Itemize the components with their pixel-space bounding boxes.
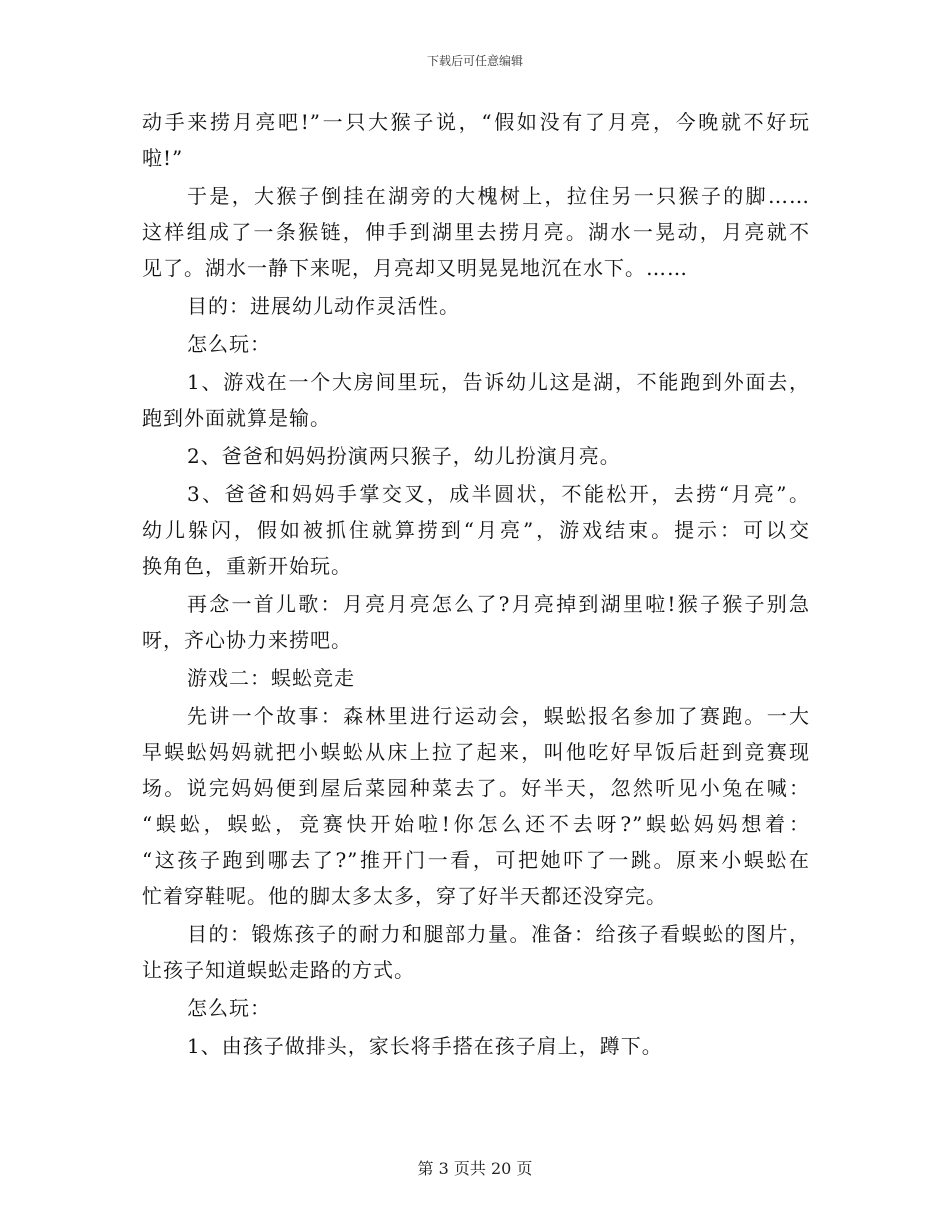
- paragraph: [142, 698, 810, 914]
- paragraph: [142, 916, 810, 988]
- paragraph: [142, 364, 810, 436]
- text-line: 再念一首儿歌：月亮月亮怎么了?月亮掉到湖里啦!猴子猴子别急: [187, 592, 810, 616]
- paragraph: [142, 104, 810, 176]
- paragraph: [142, 660, 810, 696]
- paragraph: [142, 326, 810, 362]
- text-line: 3、爸爸和妈妈手掌交叉，成半圆状，不能松开，去捞“月亮”。: [187, 482, 810, 506]
- text-line: “蜈蚣，蜈蚣，竞赛快开始啦!你怎么还不去呀?”蜈蚣妈妈想着：: [142, 812, 810, 836]
- text-line: 呀，齐心协力来捞吧。: [142, 628, 352, 652]
- paragraph: [142, 1028, 810, 1064]
- text-line: 怎么玩：: [187, 332, 271, 356]
- text-line: 于是，大猴子倒挂在湖旁的大槐树上，拉住另一只猴子的脚……: [187, 184, 810, 208]
- page-footer: 第 3 页共 20 页: [417, 1159, 533, 1178]
- text-line: 跑到外面就算是输。: [142, 406, 331, 430]
- text-line: 这样组成了一条猴链，伸手到湖里去捞月亮。湖水一晃动，月亮就不: [142, 220, 810, 244]
- text-line: 目的：进展幼儿动作灵活性。: [187, 294, 460, 318]
- paragraph: [142, 438, 810, 474]
- paragraph: [142, 476, 810, 584]
- text-line: “这孩子跑到哪去了?”推开门一看，可把她吓了一跳。原来小蜈蚣在: [142, 848, 810, 872]
- text-line: 1、游戏在一个大房间里玩，告诉幼儿这是湖，不能跑到外面去，: [187, 370, 810, 394]
- text-line: 换角色，重新开始玩。: [142, 554, 352, 578]
- document-body: [142, 104, 810, 1064]
- paragraph: [142, 990, 810, 1026]
- text-line: 游戏二：蜈蚣竞走: [187, 666, 355, 690]
- text-line: 幼儿躲闪，假如被抓住就算捞到“月亮”，游戏结束。提示：可以交: [142, 518, 810, 542]
- page-header: 下载后可任意编辑: [426, 54, 523, 68]
- text-line: 先讲一个故事：森林里进行运动会，蜈蚣报名参加了赛跑。一大: [187, 704, 810, 728]
- text-line: 怎么玩：: [187, 996, 271, 1020]
- text-line: 让孩子知道蜈蚣走路的方式。: [142, 958, 415, 982]
- text-line: 场。说完妈妈便到屋后菜园种菜去了。好半天，忽然听见小兔在喊：: [142, 776, 810, 800]
- text-line: 动手来捞月亮吧!”一只大猴子说，“假如没有了月亮，今晚就不好玩: [142, 110, 810, 134]
- text-line: 忙着穿鞋呢。他的脚太多太多，穿了好半天都还没穿完。: [142, 884, 667, 908]
- text-line: 2、爸爸和妈妈扮演两只猴子，幼儿扮演月亮。: [187, 444, 621, 468]
- text-line: 见了。湖水一静下来呢，月亮却又明晃晃地沉在水下。……: [142, 256, 688, 280]
- paragraph: [142, 586, 810, 658]
- text-line: 啦!”: [142, 146, 184, 170]
- text-line: 1、由孩子做排头，家长将手搭在孩子肩上，蹲下。: [187, 1034, 663, 1058]
- paragraph: [142, 178, 810, 286]
- text-line: 早蜈蚣妈妈就把小蜈蚣从床上拉了起来，叫他吃好早饭后赶到竞赛现: [142, 740, 810, 764]
- paragraph: [142, 288, 810, 324]
- text-line: 目的：锻炼孩子的耐力和腿部力量。准备：给孩子看蜈蚣的图片，: [187, 922, 810, 946]
